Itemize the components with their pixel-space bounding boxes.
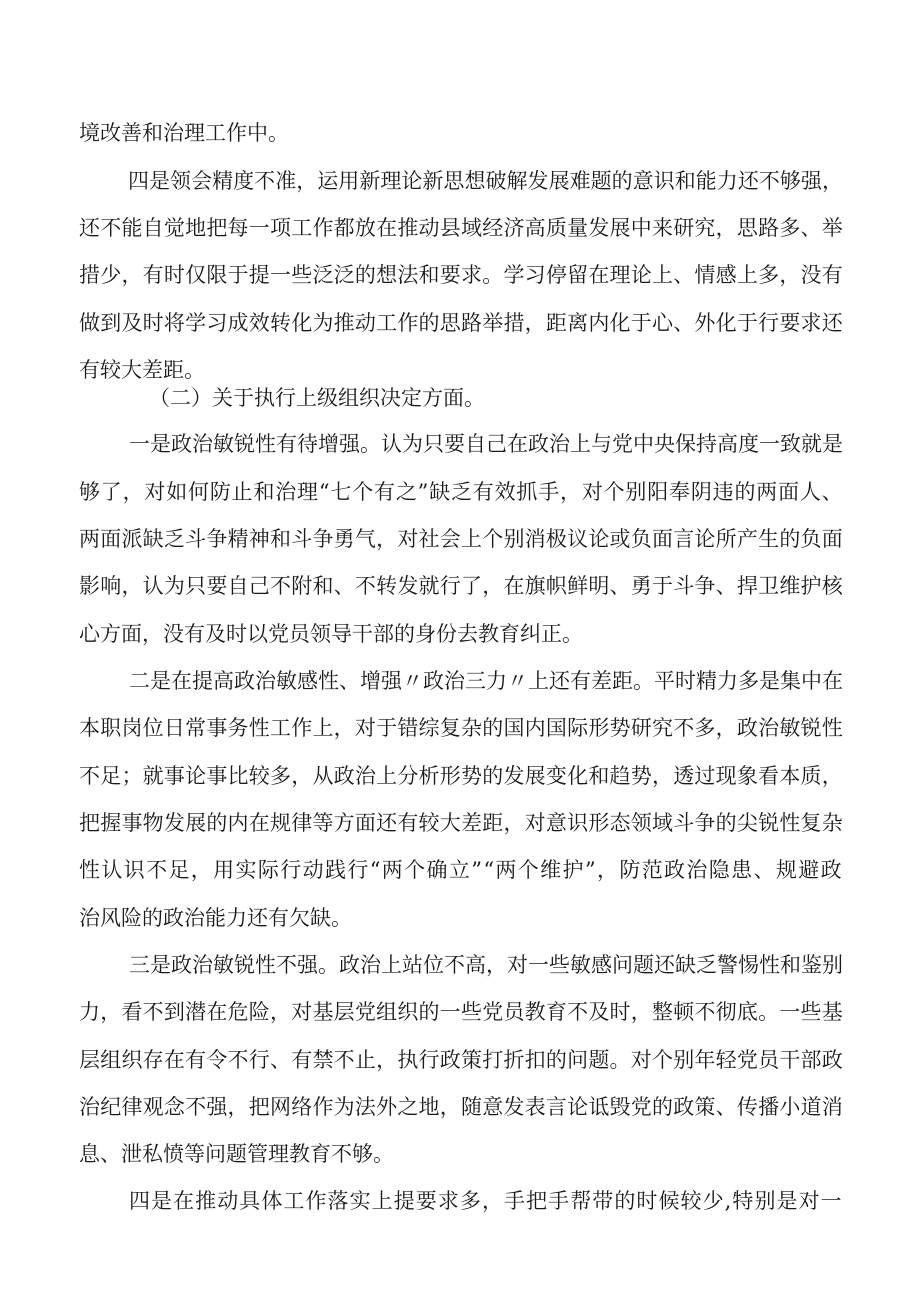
text-line: 本职岗位日常事务性工作上，对于错综复杂的国内国际形势研究不多，政治敏锐性 bbox=[79, 716, 843, 740]
text-line: 境改善和治理工作中。 bbox=[79, 121, 289, 145]
text-line: 治风险的政治能力还有欠缺。 bbox=[79, 906, 352, 930]
paragraph-first-line: 四是在推动具体工作落实上提要求多，手把手帮带的时候较少,特别是对一 bbox=[129, 1189, 843, 1213]
text-line: 措少，有时仅限于提一些泛泛的想法和要求。学习停留在理论上、情感上多，没有 bbox=[79, 263, 843, 287]
text-line: 够了，对如何防止和治理“七个有之”缺乏有效抓手，对个别阳奉阴违的两面人、 bbox=[79, 480, 844, 504]
text-line: 不足；就事论事比较多，从政治上分析形势的发展变化和趋势，透过现象看本质， bbox=[79, 764, 843, 788]
text-line: 心方面，没有及时以党员领导干部的身份去教育纠正。 bbox=[79, 622, 583, 646]
paragraph-first-line: 三是政治敏锐性不强。政治上站位不高，对一些敏感问题还缺乏警惕性和鉴别 bbox=[129, 953, 843, 977]
text-line: 有较大差距。 bbox=[79, 358, 205, 382]
text-line: 性认识不足，用实际行动践行“两个确立”“两个维护”，防范政治隐患、规避政 bbox=[79, 858, 843, 882]
text-line: 影响，认为只要自己不附和、不转发就行了，在旗帜鲜明、勇于斗争、捍卫维护核 bbox=[79, 574, 843, 598]
paragraph-first-line: 一是政治敏锐性有待增强。认为只要自己在政治上与党中央保持高度一致就是 bbox=[129, 432, 843, 456]
paragraph-first-line: 四是领会精度不准，运用新理论新思想破解发展难题的意识和能力还不够强， bbox=[128, 169, 843, 193]
paragraph-first-line: 二是在提高政治敏感性、增强〃政治三力〃上还有差距。平时精力多是集中在 bbox=[129, 669, 843, 693]
text-line: 两面派缺乏斗争精神和斗争勇气，对社会上个别消极议论或负面言论所产生的负面 bbox=[79, 527, 843, 551]
text-line: 还不能自觉地把每一项工作都放在推动县域经济高质量发展中来研究，思路多、举 bbox=[79, 216, 843, 240]
text-line: 力，看不到潜在危险，对基层党组织的一些党员教育不及时，整顿不彻底。一些基 bbox=[79, 1000, 843, 1024]
section-heading: （二）关于执行上级组织决定方面。 bbox=[149, 386, 485, 410]
text-line: 息、泄私愤等问题管理教育不够。 bbox=[79, 1142, 394, 1166]
text-line: 治纪律观念不强，把网络作为法外之地，随意发表言论诋毁党的政策、传播小道消 bbox=[79, 1095, 843, 1119]
text-line: 做到及时将学习成效转化为推动工作的思路举措，距离内化于心、外化于行要求还 bbox=[79, 311, 843, 335]
text-line: 把握事物发展的内在规律等方面还有较大差距，对意识形态领域斗争的尖锐性复杂 bbox=[79, 811, 843, 835]
text-line: 层组织存在有令不行、有禁不止，执行政策打折扣的问题。对个别年轻党员干部政 bbox=[79, 1048, 843, 1072]
